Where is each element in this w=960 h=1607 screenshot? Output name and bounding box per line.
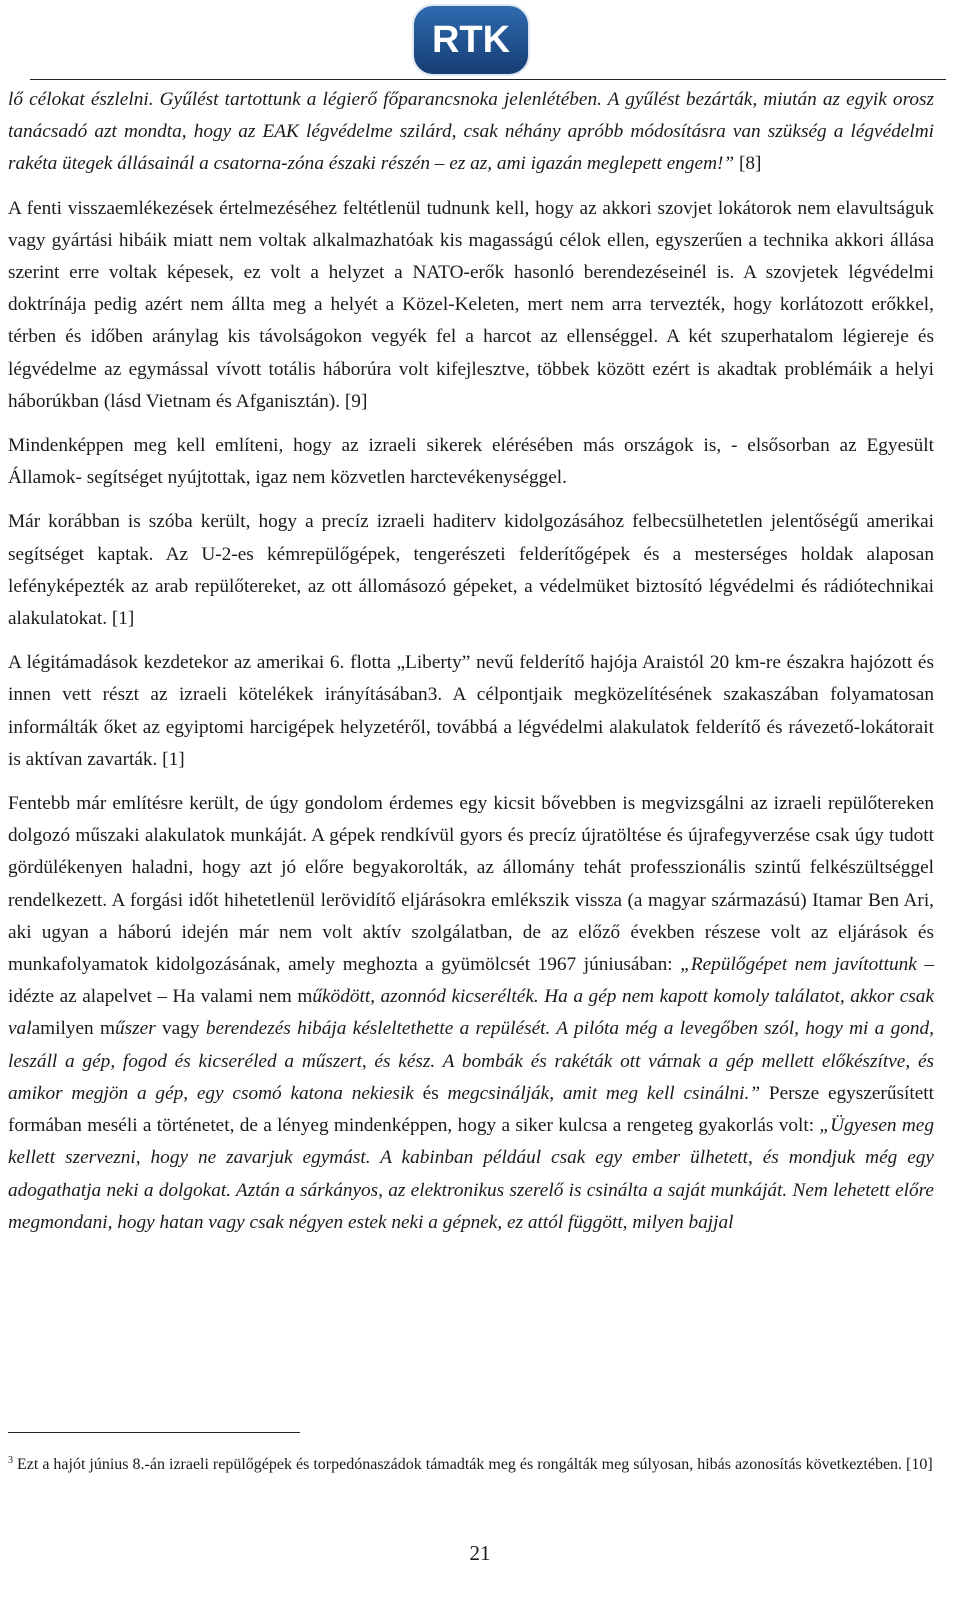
body-text: Mindenképpen meg kell említeni, hogy az izraeli sikerek elérésében más országok is, - elsősorban az Egyesült Államok- segítséget nyújtottak, igaz nem közvetlen harctevékenységgel. bbox=[8, 435, 934, 489]
quote-text: megcsinálják, amit meg kell csinálni.” bbox=[438, 1082, 761, 1104]
quote-text: nak a gép mellett előkészítve, és amikor megjön a gép, egy csomó katona nekiesik bbox=[8, 1050, 935, 1104]
quote-text: űszer bbox=[114, 1018, 156, 1040]
body-text: A fenti visszaemlékezések értelmezéséhez feltétlenül tudnunk kell, hogy az akkori szovjet lokátorok nem elavultságuk vagy gyártási hibáik miatt nem voltak alkalmazhatóak kis magasságú célok ellen, egyszerűen a technika akkori állása szerint erre voltak képesek, ez volt a helyzet a NATO-erők hasonló berendezéseinél is. A szovjetek légvédelmi doktrínája pedig azért nem állta meg a helyét a Közel-Keleten, mert nem arra tervezték, hogy korlátozott erőkkel, térben és időben aránylag kis távolságokon vegyék fel a harcot az ellenséggel. A két szuperhatalom légiereje és légvédelme az egymással vívott totális háborúra volt kifejlesztve, többek között ezért is akadtak problémáik a helyi háborúkban (lásd Vietnam és Afganisztán). [9] bbox=[8, 197, 934, 412]
body-text: Már korábban is szóba került, hogy a precíz izraeli haditerv kidolgozásához felbecsülhetetlen jelentőségű amerikai segítséget kaptak. Az U-2-es kémrepülőgépek, tengerészeti felderítőgépek és a mesterséges holdak alaposan lefényképezték az arab repülőtereket, az ott állomásozó gépeket, a védelmüket biztosító légvédelmi és rádiótechnikai alakulatokat. [1] bbox=[8, 511, 934, 630]
paragraph bbox=[8, 788, 934, 1239]
body-text: r bbox=[666, 1050, 673, 1072]
footnote-divider bbox=[8, 1432, 300, 1433]
quote-text: űködött, azonnód kicserélték. Ha a gép nem kapott komoly találatot, akkor csak val bbox=[8, 986, 935, 1040]
footnote bbox=[8, 1448, 934, 1477]
quote-text: „Repülőgépet nem javítottunk bbox=[680, 954, 917, 976]
paragraph bbox=[8, 506, 934, 635]
body-text: [8] bbox=[734, 153, 762, 175]
body-text: amilyen m bbox=[31, 1018, 115, 1040]
paragraph bbox=[8, 84, 934, 181]
quote-text: berendezés hibája késleltethette a repülését. A pilóta még a levegőben szól, hogy mi a gond, leszáll a gép, fogod és kicseréled a műszert, és kész. A bombák és rakéták ott vá bbox=[8, 1018, 934, 1072]
header-divider bbox=[30, 79, 946, 80]
body-text: és bbox=[422, 1082, 439, 1104]
body-text: – idézte az alapelvet – Ha valami nem m bbox=[8, 954, 934, 1008]
logo-text: RTK bbox=[431, 19, 511, 61]
document-body bbox=[8, 84, 934, 1251]
body-text: Fentebb már említésre került, de úgy gondolom érdemes egy kicsit bővebben is megvizsgálni az izraeli repülőtereken dolgozó műszaki alakulatok munkáját. A gépek rendkívül gyors és precíz újratöltése és újrafegyverzése csak úgy tudott gördülékenyen haladni, hogy azt jó előre begyakorolták, az állomány tehát professzionális szintű felkészültséggel rendelkezett. A forgási időt hihetetlenül lerövidítő eljárásokra emlékszik vissza (a magyar származású) Itamar Ben Ari, aki ugyan a háború idején már nem volt aktív szolgálatban, de az előző években részese volt az eljárások és munkafolyamatok kidolgozásának, amely meghozta a gyümölcsét 1967 júniusában: bbox=[8, 793, 934, 976]
paragraph bbox=[8, 193, 934, 418]
quote-text: lő célokat észlelni. Gyűlést tartottunk a légierő főparancsnoka jelenlétében. A gyűlést bezárták, miután az egyik orosz tanácsadó azt mondta, hogy az EAK légvédelme szilárd, csak néhány apróbb módosításra van szükség a légvédelmi rakéta ütegek állásainál a csatorna-zóna északi részén – ez az, ami igazán meglepett engem!” bbox=[8, 89, 934, 175]
quote-text: „Ügyesen meg kellett szervezni, hogy ne zavarjuk egymást. A kabinban például csak egy ember ülhetett, és mondjuk még egy adogathatja neki a dolgokat. Aztán a sárkányos, az elektronikus szerelő is csinálta a saját munkáját. Nem lehetett előre megmondani, hogy hatan vagy csak négyen estek neki a gépnek, ez attól függött, milyen bajjal bbox=[8, 1115, 934, 1233]
page-number: 21 bbox=[469, 1541, 491, 1565]
body-text: Persze egyszerűsített formában meséli a történetet, de a lényeg mindenképpen, hogy a siker kulcsa a rengeteg gyakorlás volt: bbox=[8, 1082, 934, 1137]
footnote-marker: 3 bbox=[8, 1455, 13, 1466]
body-text: A légitámadások kezdetekor az amerikai 6. flotta „Liberty” nevű felderítő hajója Araistól 20 km-re északra hajózott és innen vett részt az izraeli kötelékek irányításában3. A célpontjaik megközelítésének szakaszában folyamatosan informálták őket az egyiptomi harcigépek helyzetéről, továbbá a légvédelmi alakulatok felderítő és rávezető-lokátorait is aktívan zavarták. [1] bbox=[8, 652, 934, 770]
rtk-logo bbox=[412, 4, 530, 76]
body-text: vagy bbox=[155, 1018, 206, 1040]
paragraph bbox=[8, 430, 934, 494]
footnote-text: Ezt a hajót június 8.-án izraeli repülőgépek és torpedónaszádok támadták meg és rongálták meg súlyosan, hibás azonosítás következtében. [10] bbox=[13, 1456, 933, 1473]
paragraph bbox=[8, 647, 934, 776]
